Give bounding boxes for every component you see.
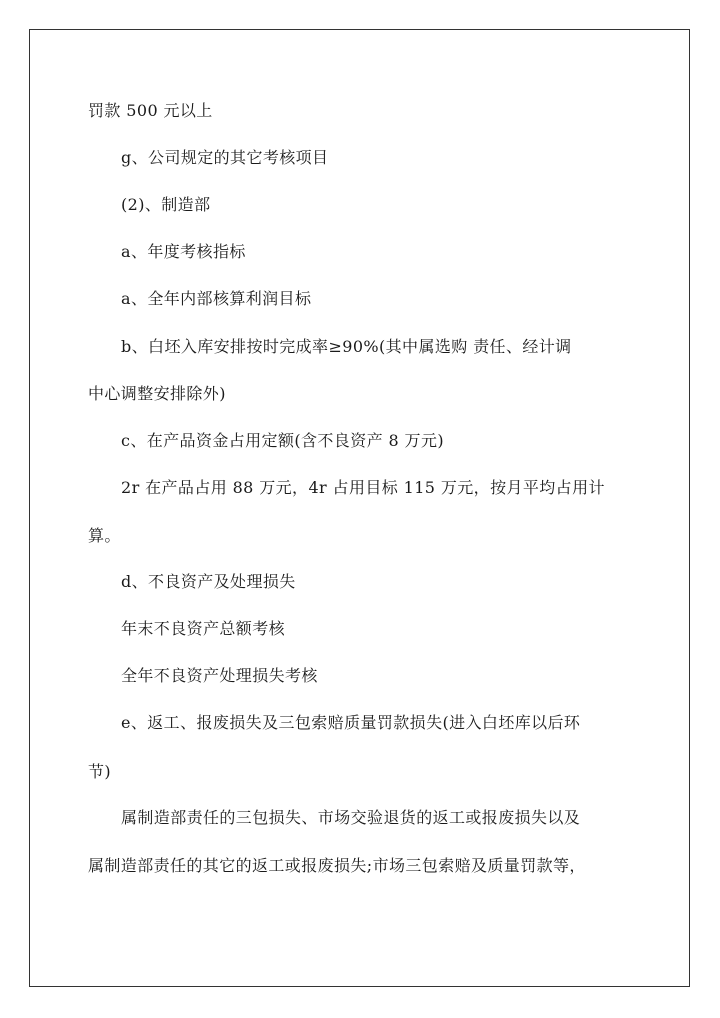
text-line-15: 节)	[88, 762, 112, 781]
text-line-9: 2r 在产品占用 88 万元，4r 占用目标 115 万元，按月平均占用计	[121, 478, 605, 497]
text-line-5: a、全年内部核算利润目标	[121, 289, 312, 308]
text-line-13: 全年不良资产处理损失考核	[121, 666, 318, 685]
text-line-1: 罚款 500 元以上	[88, 101, 213, 120]
text-line-2: g、公司规定的其它考核项目	[121, 148, 329, 167]
text-line-3: (2)、制造部	[121, 195, 211, 214]
text-line-14: e、返工、报废损失及三包索赔质量罚款损失(进入白坯库以后环	[121, 713, 581, 732]
text-line-8: c、在产品资金占用定额(含不良资产 8 万元)	[121, 431, 444, 450]
page-border	[29, 29, 690, 987]
text-line-4: a、年度考核指标	[121, 242, 246, 261]
text-line-7: 中心调整安排除外)	[88, 384, 226, 403]
text-line-11: d、不良资产及处理损失	[121, 572, 296, 591]
text-line-17: 属制造部责任的其它的返工或报废损失;市场三包索赔及质量罚款等，	[88, 856, 586, 875]
text-line-16: 属制造部责任的三包损失、市场交验退货的返工或报废损失以及	[121, 808, 581, 827]
text-line-6: b、白坯入库安排按时完成率≥90%(其中属选购 责任、经计调	[121, 337, 572, 356]
text-line-10: 算。	[88, 526, 121, 545]
text-line-12: 年末不良资产总额考核	[121, 619, 286, 638]
